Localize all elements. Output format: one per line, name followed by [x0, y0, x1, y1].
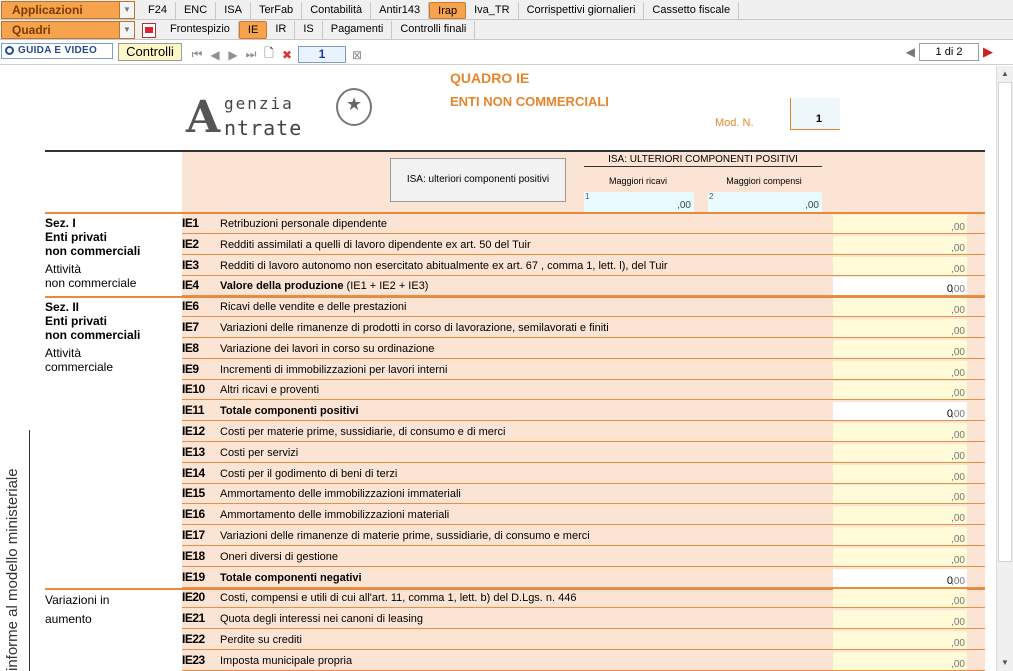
row-code: IE16	[182, 507, 205, 522]
amount-total: 0	[946, 408, 953, 421]
tab-quadro-is[interactable]: IS	[295, 21, 322, 39]
amount-cents: ,00	[951, 554, 965, 566]
row-code: IE7	[182, 320, 199, 334]
amount-cents: ,00	[951, 471, 965, 483]
tab-cassetto-fiscale[interactable]: Cassetto fiscale	[644, 2, 739, 19]
section-subtitle: Attività	[45, 262, 82, 276]
row-description: Redditi assimilati a quelli di lavoro dipendente ex art. 50 del Tuir	[220, 238, 531, 251]
field-value: ,00	[805, 200, 819, 211]
isa-maggiori-ricavi-input[interactable]	[584, 192, 694, 212]
row-code: IE22	[182, 632, 205, 646]
table-row	[182, 401, 985, 421]
amount-cents: ,00	[951, 388, 965, 400]
row-description: Retribuzioni personale dipendente	[220, 218, 387, 230]
side-divider	[29, 430, 30, 671]
row-description: Costi, compensi e utili di cui all'art. 11, comma 1, lett. b) del D.Lgs. n. 446	[220, 592, 577, 605]
section-title: non commerciali	[45, 328, 141, 342]
row-description: Quota degli interessi nei canoni di leasing	[220, 613, 424, 626]
quadro-title: QUADRO IE	[450, 70, 530, 86]
first-record-icon[interactable]: ⏮	[191, 47, 203, 61]
side-caption: informe al modello ministeriale	[4, 468, 21, 671]
table-row	[182, 609, 985, 629]
row-description: Ammortamento delle immobilizzazioni materiali	[220, 509, 450, 522]
mod-label: Mod. N.	[715, 117, 754, 129]
app-toolbar	[0, 0, 1013, 20]
row-description: Altri ricavi e proventi	[220, 384, 320, 397]
row-code: IE19	[182, 569, 205, 584]
row-description: Redditi di lavoro autonomo non esercitato abitualmente ex art. 67 , comma 1, lett. l), del Tuir	[220, 259, 668, 272]
row-code: IE13	[182, 444, 205, 459]
row-amount-input	[833, 569, 967, 587]
agenzia-entrate-logo	[186, 86, 356, 144]
row-description: Variazioni delle rimanenze di materie prime, sussidiarie, di consumo e merci	[220, 530, 590, 542]
table-row	[182, 256, 985, 276]
row-code: IE6	[182, 299, 199, 314]
amount-cents: ,00	[951, 658, 965, 670]
tab-quadro-frontespizio[interactable]: Frontespizio	[162, 21, 239, 39]
section-subtitle: aumento	[45, 612, 92, 626]
amount-cents: ,00	[951, 638, 965, 649]
quadri-tabs	[140, 21, 475, 39]
row-description: Ammortamento delle immobilizzazioni immateriali	[220, 488, 461, 501]
row-amount-input[interactable]	[833, 444, 967, 462]
amount-cents: ,00	[951, 596, 965, 608]
pager	[906, 43, 993, 61]
row-code: IE17	[182, 528, 205, 542]
table-row	[182, 464, 985, 484]
table-row	[182, 443, 985, 463]
table-row	[182, 547, 985, 567]
row-code: IE20	[182, 590, 205, 605]
row-code: IE3	[182, 257, 199, 272]
next-page-icon[interactable]: ▶	[983, 44, 993, 59]
row-description: Costi per materie prime, sussidiarie, di consumo e di merci	[220, 426, 506, 438]
amount-cents: ,00	[951, 326, 965, 337]
quadro-subtitle: ENTI NON COMMERCIALI	[450, 94, 609, 109]
amount-cents: ,00	[951, 305, 965, 317]
row-code: IE18	[182, 548, 205, 563]
amount-cents: ,00	[951, 534, 965, 545]
row-description-bold: Totale componenti positivi	[220, 405, 359, 418]
row-description: Costi per servizi	[220, 446, 299, 459]
table-row	[182, 422, 985, 442]
section-variazioni-label	[45, 593, 109, 626]
table-row	[182, 235, 985, 255]
prev-page-icon[interactable]: ◀	[905, 45, 915, 59]
guide-video-button[interactable]	[1, 43, 113, 59]
section-title: Enti privati	[45, 314, 108, 328]
row-amount-input[interactable]	[833, 652, 967, 670]
tab-quadro-ie[interactable]: IE	[239, 21, 267, 39]
vertical-scrollbar[interactable]	[996, 66, 1013, 671]
isa-components-button[interactable]: ISA: ulteriori componenti positivi	[390, 158, 566, 202]
row-amount-input[interactable]	[833, 589, 967, 607]
row-code: IE23	[182, 652, 205, 667]
table-row	[182, 214, 985, 234]
row-description: Imposta municipale propria	[220, 654, 353, 667]
row-code: IE1	[182, 216, 199, 230]
scroll-up-icon[interactable]: ▲	[1001, 69, 1009, 78]
tab-f24[interactable]: F24	[140, 2, 176, 19]
amount-total: 0	[946, 574, 953, 587]
row-amount-input[interactable]	[833, 215, 967, 233]
last-record-icon[interactable]: ⏭	[245, 47, 257, 61]
row-amount-input[interactable]	[833, 465, 967, 483]
amount-cents: ,00	[951, 513, 965, 525]
amount-cents: ,00	[951, 492, 965, 504]
row-amount-input[interactable]	[833, 257, 967, 275]
amount-cents: ,00	[951, 450, 965, 462]
isa-maggiori-compensi-input[interactable]	[708, 192, 822, 212]
row-description: Variazione dei lavori in corso su ordinazione	[220, 342, 435, 355]
amount-cents: ,00	[951, 575, 965, 587]
row-description	[220, 572, 362, 584]
section-1-label	[45, 216, 140, 290]
tab-quadro-controlli-finali[interactable]: Controlli finali	[392, 21, 475, 39]
republic-emblem-icon	[336, 88, 372, 126]
row-code: IE15	[182, 486, 205, 501]
row-code: IE21	[182, 611, 205, 626]
new-record-icon[interactable]: 🗋	[264, 46, 274, 60]
row-amount-input[interactable]	[833, 236, 967, 254]
row-code: IE12	[182, 424, 205, 438]
row-amount-input[interactable]	[833, 340, 967, 358]
section-subtitle: commerciale	[45, 360, 114, 374]
tab-irap[interactable]: Irap	[429, 2, 466, 19]
row-description: Variazioni delle rimanenze di prodotti in corso di lavorazione, semilavorati e finiti	[220, 322, 609, 334]
section-title: Enti privati	[45, 230, 108, 244]
amount-cents: ,00	[951, 367, 965, 379]
row-code: IE4	[182, 278, 199, 293]
quadri-combo-label: Quadri	[12, 23, 51, 37]
row-code: IE10	[182, 382, 205, 397]
row-description-extra: (IE1 + IE2 + IE3)	[343, 280, 429, 293]
quadri-combo[interactable]	[1, 21, 135, 39]
row-amount-input	[833, 277, 967, 295]
table-row	[182, 505, 985, 525]
row-description: Incrementi di immobilizzazioni per lavori interni	[220, 363, 448, 376]
table-row	[182, 380, 985, 400]
row-amount-input[interactable]	[833, 485, 967, 503]
clear-icon[interactable]: ⊠	[351, 47, 363, 62]
pdf-icon[interactable]	[142, 23, 156, 38]
row-code: IE11	[182, 403, 205, 418]
amount-cents: ,00	[951, 346, 965, 358]
row-description-bold: Valore della produzione	[220, 280, 344, 293]
logo-line2: ntrate	[224, 116, 303, 140]
amount-cents: ,00	[951, 409, 965, 421]
row-amount-input[interactable]	[833, 381, 967, 399]
section-subtitle: Attività	[45, 346, 82, 360]
table-row	[182, 318, 985, 338]
applications-combo[interactable]	[1, 1, 135, 19]
page-indicator: 1 di 2	[919, 43, 979, 61]
section-title: Sez. II	[45, 300, 80, 314]
tab-corrispettivi-giornalieri[interactable]: Corrispettivi giornalieri	[519, 2, 645, 19]
field-number: 1	[585, 192, 590, 201]
table-row	[182, 339, 985, 359]
tab-quadro-ir[interactable]: IR	[267, 21, 295, 39]
controls-label: Controlli	[126, 44, 174, 59]
table-row	[182, 568, 985, 588]
row-amount-input[interactable]	[833, 610, 967, 628]
amount-cents: ,00	[951, 222, 965, 233]
app-tabs	[140, 2, 739, 19]
applications-combo-label: Applicazioni	[12, 3, 83, 17]
quadri-toolbar	[0, 20, 1013, 40]
record-number-input[interactable]: 1	[298, 46, 346, 63]
next-record-icon[interactable]: ▶	[228, 47, 238, 62]
table-row	[182, 276, 985, 296]
table-row	[182, 360, 985, 380]
table-row	[182, 526, 985, 546]
section-title: Sez. I	[45, 216, 76, 230]
quadro-ie-form	[0, 66, 995, 671]
header-divider	[45, 150, 985, 152]
row-amount-input[interactable]	[833, 527, 967, 545]
amount-cents: ,00	[951, 242, 965, 254]
tab-contabilit-[interactable]: Contabilità	[302, 2, 371, 19]
tab-terfab[interactable]: TerFab	[251, 2, 302, 19]
row-amount-input[interactable]	[833, 319, 967, 337]
section-2-label	[45, 300, 140, 374]
scroll-thumb[interactable]	[998, 82, 1012, 562]
section-subtitle: non commerciale	[45, 276, 137, 290]
nav-toolbar	[0, 40, 1013, 65]
row-code: IE14	[182, 465, 205, 480]
row-description	[220, 405, 359, 417]
row-description: Perdite su crediti	[220, 634, 302, 646]
table-row	[182, 630, 985, 650]
prev-record-icon[interactable]: ◀	[210, 47, 220, 62]
row-code: IE2	[182, 236, 199, 251]
tab-quadro-pagamenti[interactable]: Pagamenti	[323, 21, 393, 39]
row-amount-input[interactable]	[833, 548, 967, 566]
row-description-bold: Totale componenti negativi	[220, 571, 362, 584]
guide-video-label: GUIDA E VIDEO	[18, 45, 98, 56]
amount-cents: ,00	[951, 263, 965, 275]
row-description	[220, 280, 428, 292]
chevron-down-icon[interactable]: ▼	[119, 2, 134, 18]
table-row	[182, 651, 985, 671]
field-number: 2	[709, 192, 714, 201]
row-code: IE9	[182, 361, 199, 376]
section-title: non commerciali	[45, 244, 141, 258]
tab-enc[interactable]: ENC	[176, 2, 216, 19]
amount-cents: ,00	[951, 617, 965, 629]
isa-col-maggiori-compensi: Maggiori compensi	[726, 176, 802, 186]
tab-antir143[interactable]: Antir143	[371, 2, 429, 19]
field-value: ,00	[677, 200, 691, 211]
amount-cents: ,00	[951, 284, 965, 296]
isa-header: ISA: ULTERIORI COMPONENTI POSITIVI	[584, 154, 822, 167]
search-icon	[5, 46, 14, 55]
table-row	[182, 484, 985, 504]
tab-isa[interactable]: ISA	[216, 2, 251, 19]
mod-number-value: 1	[815, 113, 822, 125]
delete-record-icon[interactable]: ✖	[281, 47, 293, 62]
tab-iva-tr[interactable]: Iva_TR	[466, 2, 518, 19]
row-amount-input	[833, 402, 967, 420]
row-amount-input[interactable]	[833, 298, 967, 316]
row-amount-input[interactable]	[833, 361, 967, 379]
logo-letter: A	[186, 92, 221, 143]
logo-line1: genzia	[224, 94, 294, 113]
amount-total: 0	[946, 283, 953, 296]
row-amount-input[interactable]	[833, 423, 967, 441]
row-amount-input[interactable]	[833, 506, 967, 524]
amount-cents: ,00	[951, 430, 965, 441]
row-amount-input[interactable]	[833, 631, 967, 649]
mod-number-field[interactable]	[790, 98, 840, 130]
record-navigation	[190, 44, 364, 65]
controls-button[interactable]	[118, 43, 182, 61]
scroll-down-icon[interactable]: ▼	[1001, 658, 1009, 667]
section-subtitle: Variazioni in	[45, 593, 110, 607]
row-description: Ricavi delle vendite e delle prestazioni	[220, 301, 407, 314]
chevron-down-icon[interactable]: ▼	[119, 22, 134, 38]
table-row	[182, 297, 985, 317]
row-description: Oneri diversi di gestione	[220, 550, 339, 563]
table-row	[182, 588, 985, 608]
row-code: IE8	[182, 340, 199, 355]
row-description: Costi per il godimento di beni di terzi	[220, 467, 398, 480]
isa-col-maggiori-ricavi: Maggiori ricavi	[608, 176, 668, 186]
